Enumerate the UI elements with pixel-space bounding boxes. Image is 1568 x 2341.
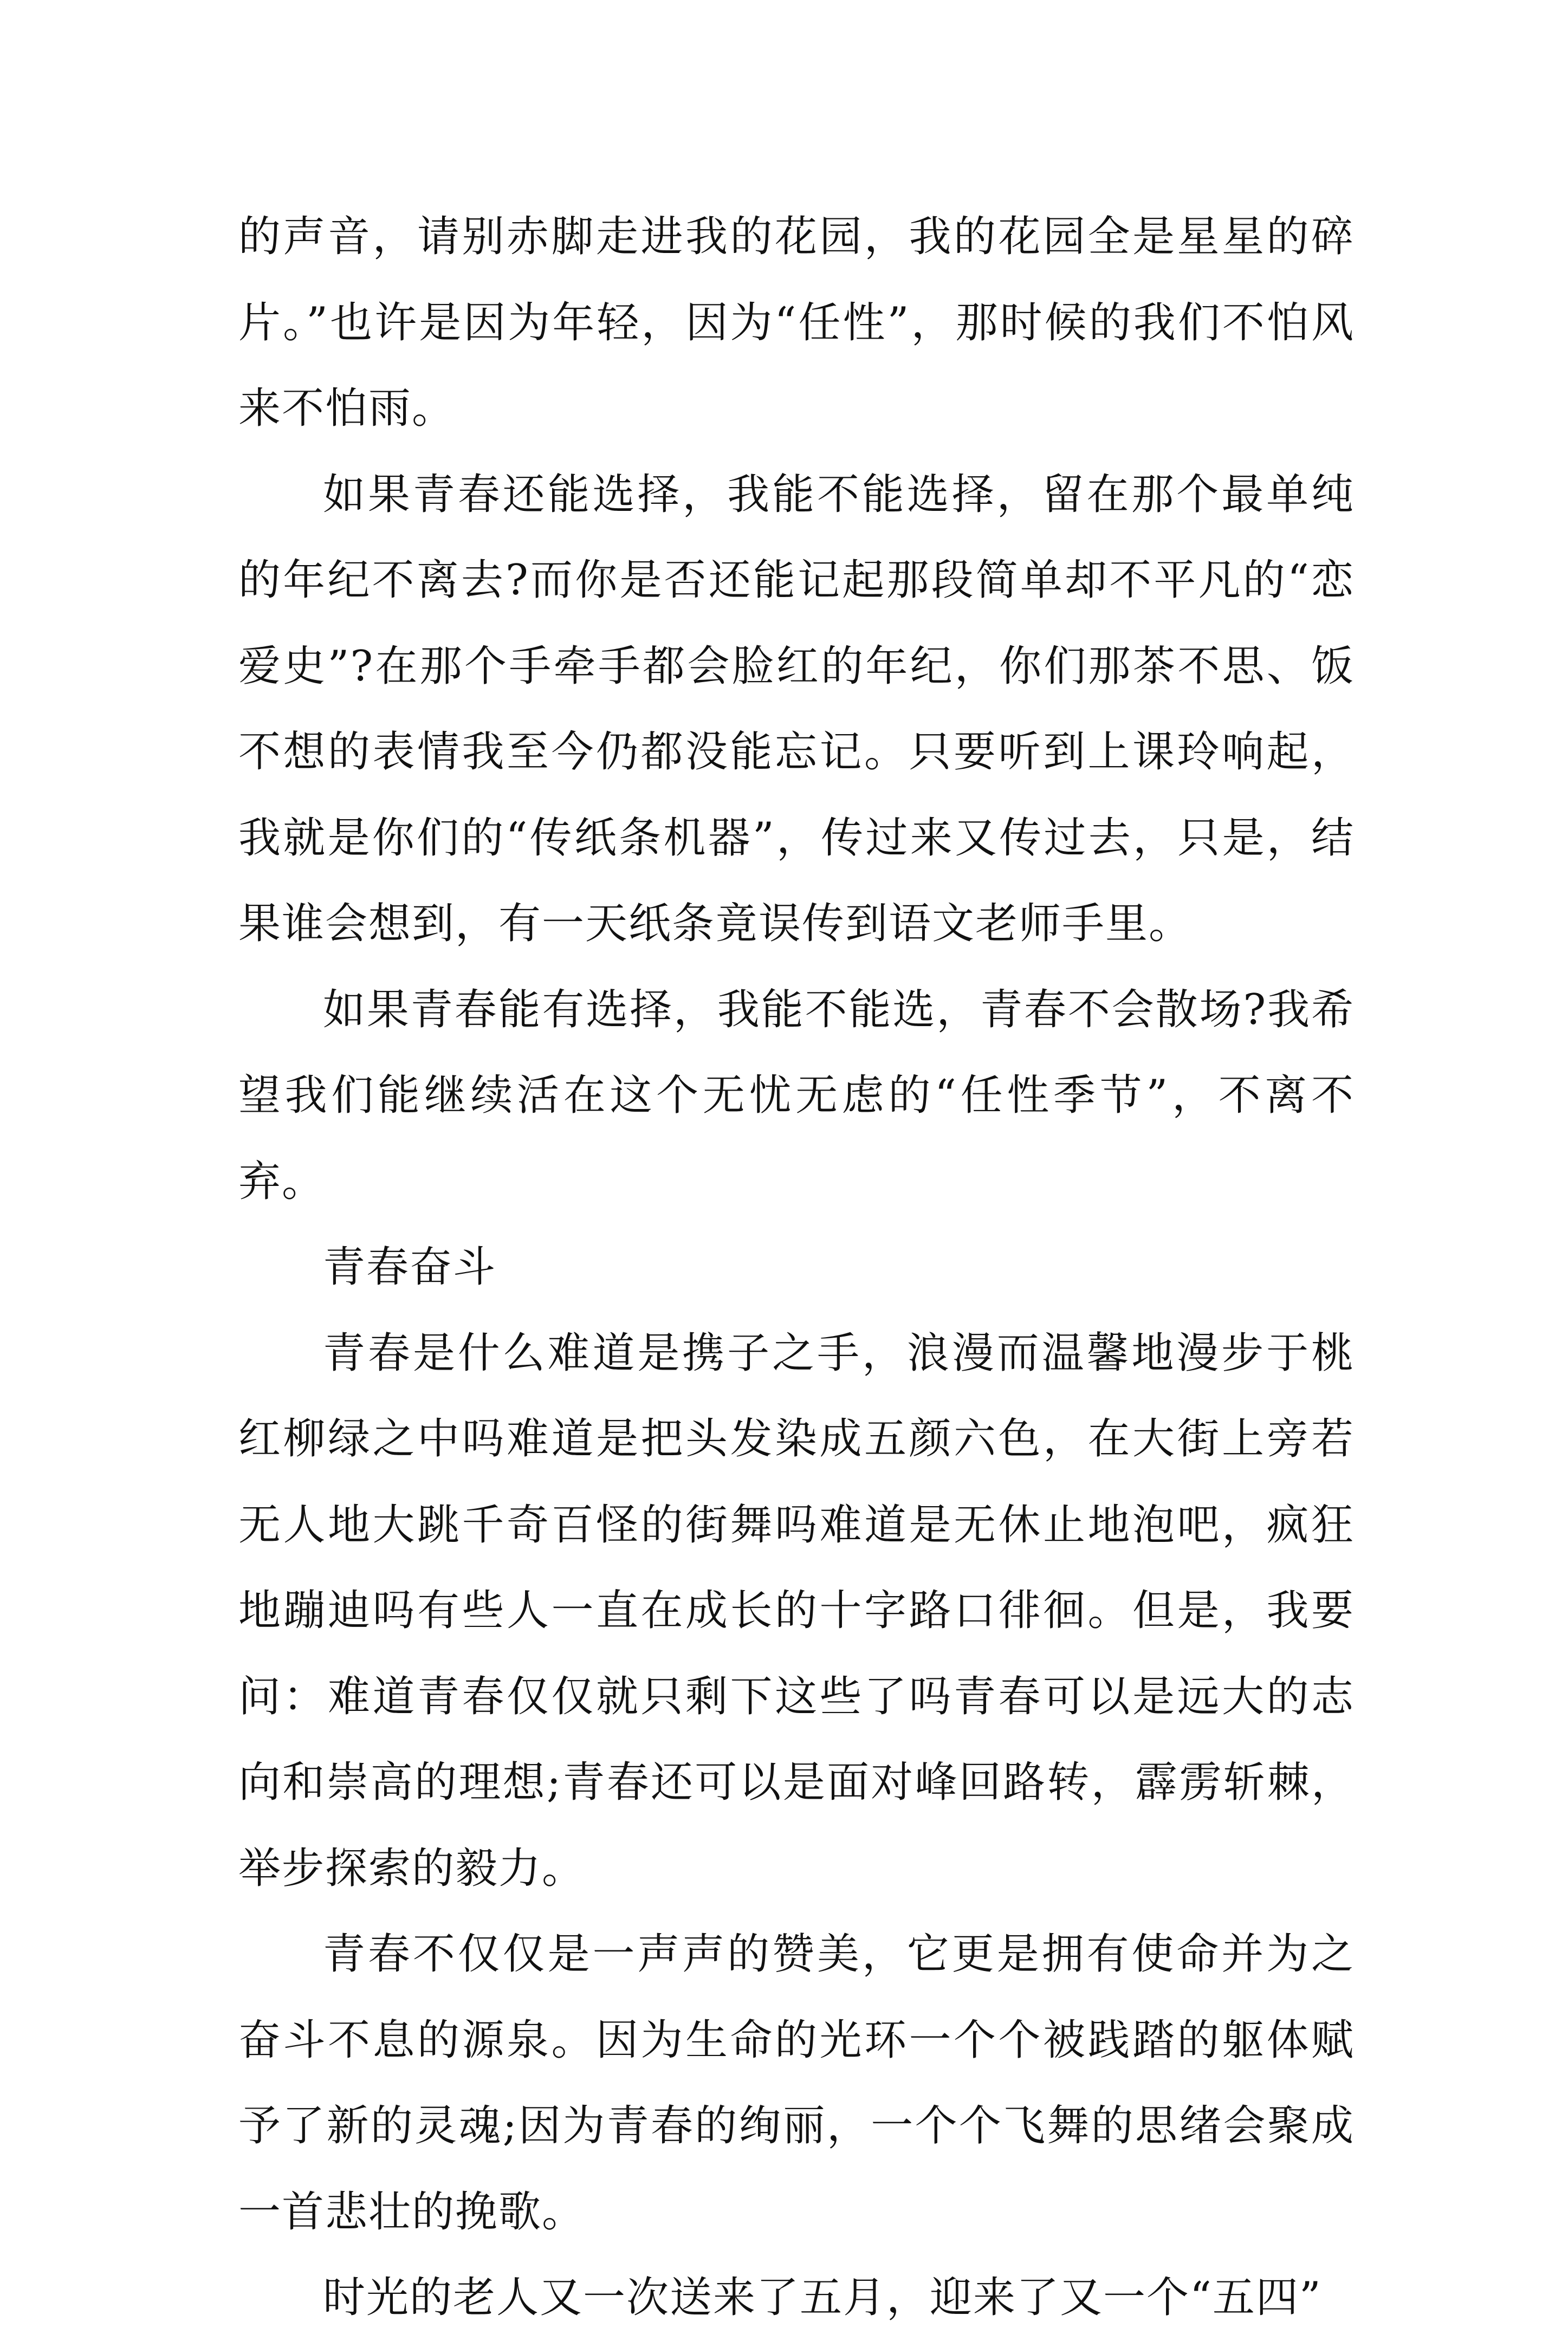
paragraph: 青春不仅仅是一声声的赞美，它更是拥有使命并为之奋斗不息的源泉。因为生命的光环一个个被践踏的躯体赋予了新的灵魂;因为青春的绚丽，一个个飞舞的思绪会聚成一首悲壮的挽歌。 <box>238 1930 1355 2236</box>
document-body <box>238 194 1355 2341</box>
paragraph: 如果青春能有选择，我能不能选，青春不会散场?我希望我们能继续活在这个无忧无虑的“任性季节”，不离不弃。 <box>238 985 1355 1206</box>
paragraph: 的声音，请别赤脚走进我的花园，我的花园全是星星的碎片。”也许是因为年轻，因为“任性”，那时候的我们不怕风来不怕雨。 <box>238 212 1355 433</box>
paragraph: 时光的老人又一次送来了五月，迎来了又一个“五四” <box>323 2273 1322 2322</box>
section-heading: 青春奋斗 <box>323 1243 497 1292</box>
paragraph: 如果青春还能选择，我能不能选择，留在那个最单纯的年纪不离去?而你是否还能记起那段简单却不平凡的“恋爱史”?在那个手牵手都会脸红的年纪，你们那茶不思、饭不想的表情我至今仍都没能忘记。只要听到上课玲响起，我就是你们的“传纸条机器”，传过来又传过去，只是，结果谁会想到，有一天纸条竟误传到语文老师手里。 <box>238 470 1355 948</box>
paragraph: 青春是什么难道是携子之手，浪漫而温馨地漫步于桃红柳绿之中吗难道是把头发染成五颜六色，在大街上旁若无人地大跳千奇百怪的街舞吗难道是无休止地泡吧，疯狂地蹦迪吗有些人一直在成长的十字路口徘徊。但是，我要问：难道青春仅仅就只剩下这些了吗青春可以是远大的志向和崇高的理想;青春还可以是面对峰回路转，霹雳斩棘，举步探索的毅力。 <box>238 1328 1355 1893</box>
